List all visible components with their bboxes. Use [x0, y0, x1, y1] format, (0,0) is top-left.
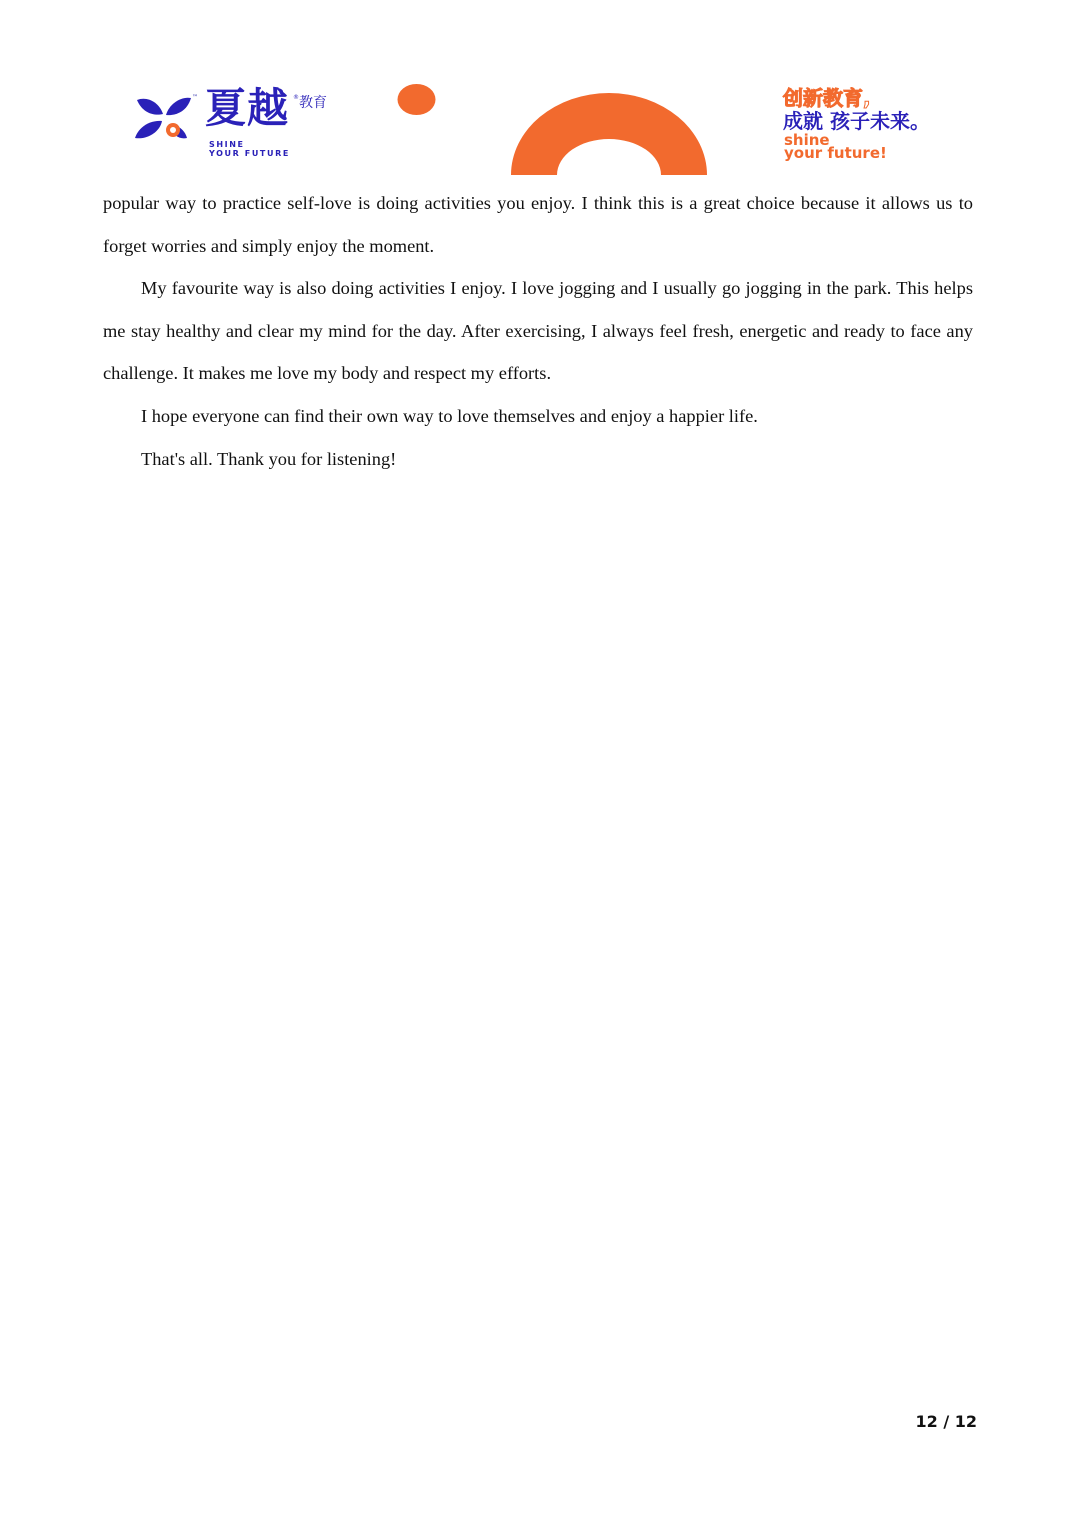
orange-dot-decoration-icon [397, 84, 437, 116]
brand-tagline-line2: YOUR FUTURE [209, 149, 290, 158]
paragraph-favourite-way: My favourite way is also doing activities I enjoy. I love jogging and I usually go jogging in the park. This helps me stay healthy and clear my mind for the day. After exercising, I always feel fresh, energetic and ready to face any challenge. It makes me love my body and respect my efforts. [103, 278, 973, 384]
paragraph-continued: popular way to practice self-love is doing activities you enjoy. I think this is a great choice because it allows us to forget worries and simply enjoy the moment. [103, 193, 973, 256]
slogan-logo [783, 88, 983, 168]
brand-tagline-line1: SHINE [209, 140, 245, 149]
slogan-cn-line1: 创新教育, [783, 86, 871, 110]
paragraph-hope: I hope everyone can find their own way to love themselves and enjoy a happier life. [141, 405, 758, 426]
registered-mark: ® [293, 94, 299, 101]
slogan-en-line1: shine [784, 131, 830, 149]
slogan-en-line2: your future! [784, 144, 887, 162]
brand-name-cn: 夏越 [205, 84, 289, 132]
trademark-mark: ™ [192, 94, 198, 101]
page-number: 12 / 12 [915, 1412, 977, 1431]
page-header [0, 0, 1080, 178]
brand-logo [133, 84, 353, 164]
document-body [103, 182, 973, 480]
orange-arch-decoration-icon [511, 93, 707, 175]
slogan-cn-line2: 成就 孩子未来。 [783, 109, 930, 133]
paragraph-closing: That's all. Thank you for listening! [141, 448, 397, 469]
butterfly-logo-icon [133, 94, 195, 144]
brand-sub-cn: 教育 [299, 95, 327, 111]
